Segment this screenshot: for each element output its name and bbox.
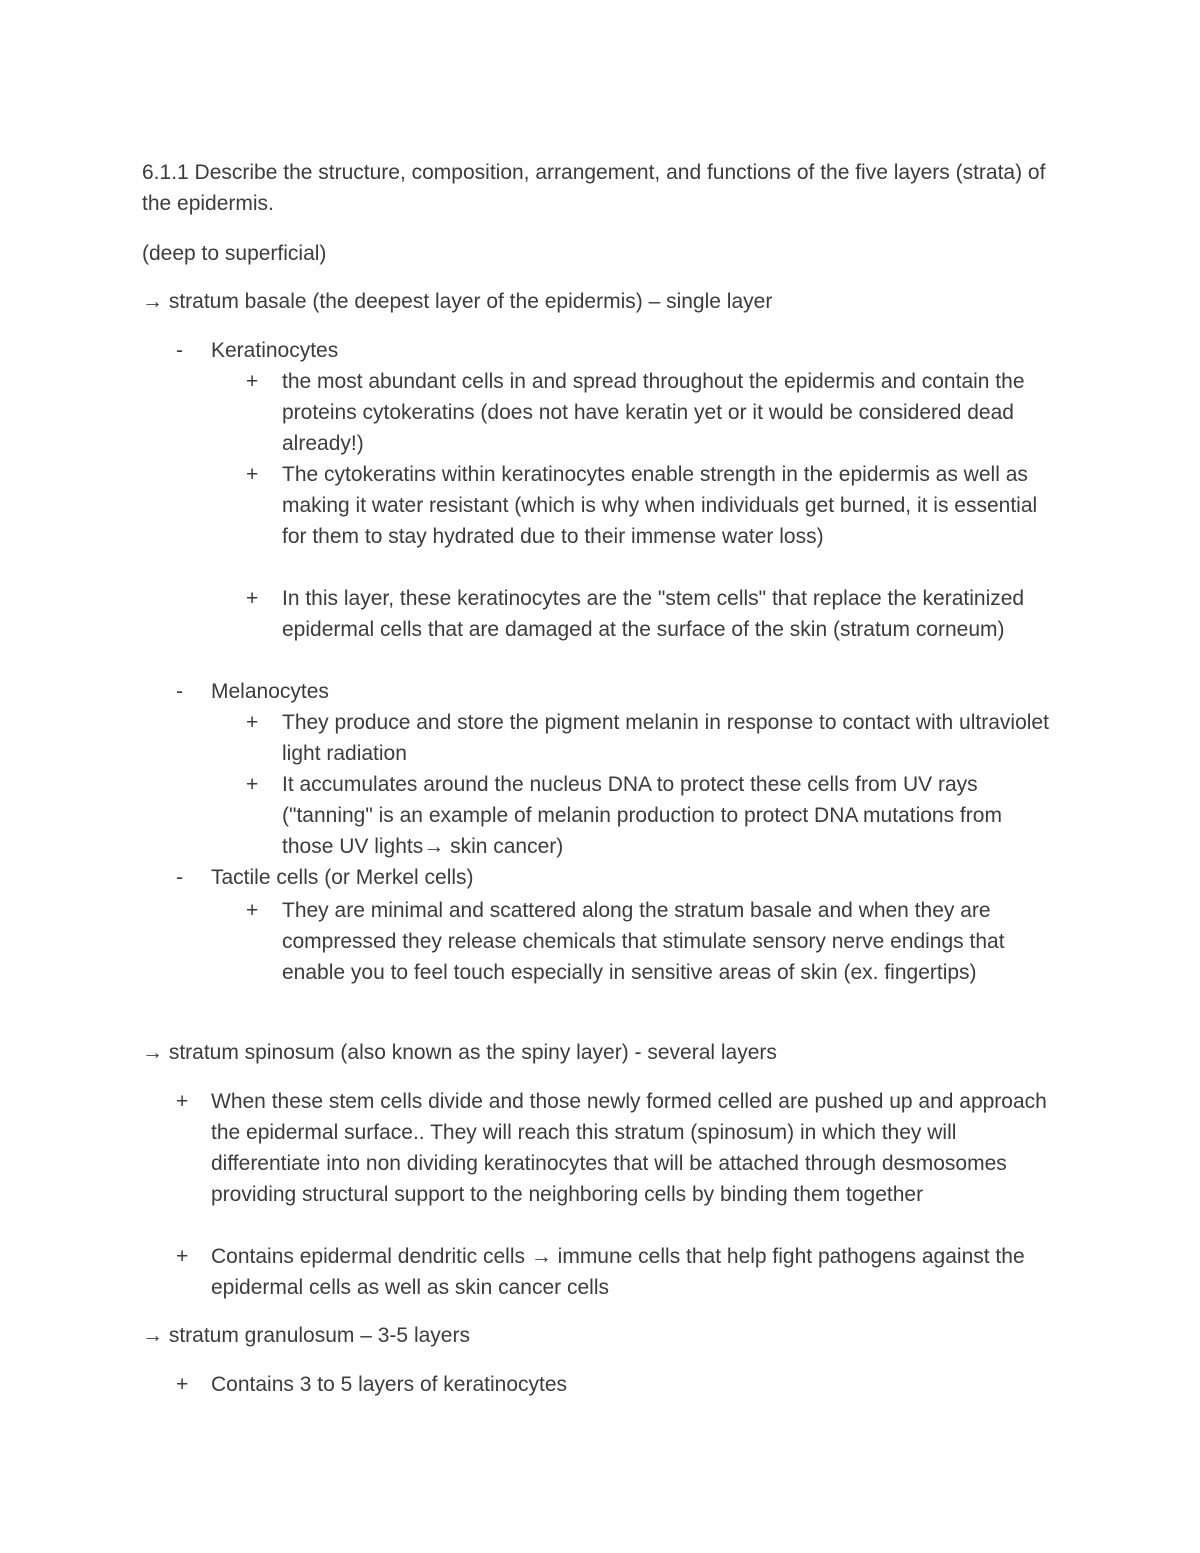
dash-bullet: -: [176, 866, 183, 889]
plus-bullet: +: [246, 899, 259, 922]
melanocytes-point: [246, 707, 1056, 769]
melanocytes-item: [176, 676, 1056, 707]
tactile-cells-label: Tactile cells (or Merkel cells): [211, 866, 474, 889]
spinosum-point: [176, 1086, 1056, 1210]
melanocytes-point: [246, 769, 1056, 862]
keratinocytes-point: [246, 583, 1056, 645]
plus-bullet: +: [176, 1090, 189, 1113]
keratinocytes-point: [246, 366, 1056, 459]
spinosum-point: [176, 1241, 1056, 1303]
dash-bullet: -: [176, 339, 183, 362]
plus-bullet: +: [246, 463, 259, 486]
point-text: Contains 3 to 5 layers of keratinocytes: [211, 1373, 568, 1396]
order-note: (deep to superficial): [142, 242, 327, 265]
tactile-cells-point: [246, 895, 1056, 988]
point-text: They are minimal and scattered along the stratum basale and when they are compressed they release chemicals that stimulate sensory nerve endings that enable you to feel touch especially in sensitive areas of skin (ex. fingertips): [282, 899, 1005, 984]
stratum-granulosum-heading: → stratum granulosum – 3-5 layers: [142, 1324, 470, 1347]
point-text: It accumulates around the nucleus DNA to protect these cells from UV rays ("tanning" is an example of melanin production to protect DNA mutations from those UV lights→ skin cancer): [282, 773, 1002, 858]
plus-bullet: +: [176, 1245, 189, 1268]
plus-bullet: +: [246, 773, 259, 796]
point-text: the most abundant cells in and spread throughout the epidermis and contain the proteins cytokeratins (does not have keratin yet or it would be considered dead already!): [282, 370, 1025, 455]
point-text: They produce and store the pigment melanin in response to contact with ultraviolet light radiation: [282, 711, 1049, 765]
point-text: When these stem cells divide and those newly formed celled are pushed up and approach the epidermal surface.. They will reach this stratum (spinosum) in which they will differentiate into non dividing keratinocytes that will be attached through desmosomes providing structural support to the neighboring cells by binding them together: [211, 1090, 1047, 1206]
plus-bullet: +: [246, 370, 259, 393]
tactile-cells-item: [176, 862, 1056, 893]
keratinocytes-label: Keratinocytes: [211, 339, 339, 362]
section-title: 6.1.1 Describe the structure, composition, arrangement, and functions of the five layers (strata) of the epidermis.: [142, 161, 1046, 215]
stratum-spinosum-heading: → stratum spinosum (also known as the spiny layer) - several layers: [142, 1041, 777, 1064]
granulosum-point: [176, 1369, 1056, 1400]
point-text: The cytokeratins within keratinocytes enable strength in the epidermis as well as making it water resistant (which is why when individuals get burned, it is essential for them to stay hydrated due to their immense water loss): [282, 463, 1038, 548]
plus-bullet: +: [246, 711, 259, 734]
plus-bullet: +: [246, 587, 259, 610]
point-text: Contains epidermal dendritic cells → immune cells that help fight pathogens against the epidermal cells as well as skin cancer cells: [211, 1245, 1025, 1299]
stratum-basale-heading: → stratum basale (the deepest layer of the epidermis) – single layer: [142, 290, 773, 313]
dash-bullet: -: [176, 680, 183, 703]
keratinocytes-item: [176, 335, 1056, 366]
keratinocytes-point: [246, 459, 1056, 552]
melanocytes-label: Melanocytes: [211, 680, 329, 703]
point-text: In this layer, these keratinocytes are the "stem cells" that replace the keratinized epidermal cells that are damaged at the surface of the skin (stratum corneum): [282, 587, 1025, 641]
plus-bullet: +: [176, 1373, 189, 1396]
